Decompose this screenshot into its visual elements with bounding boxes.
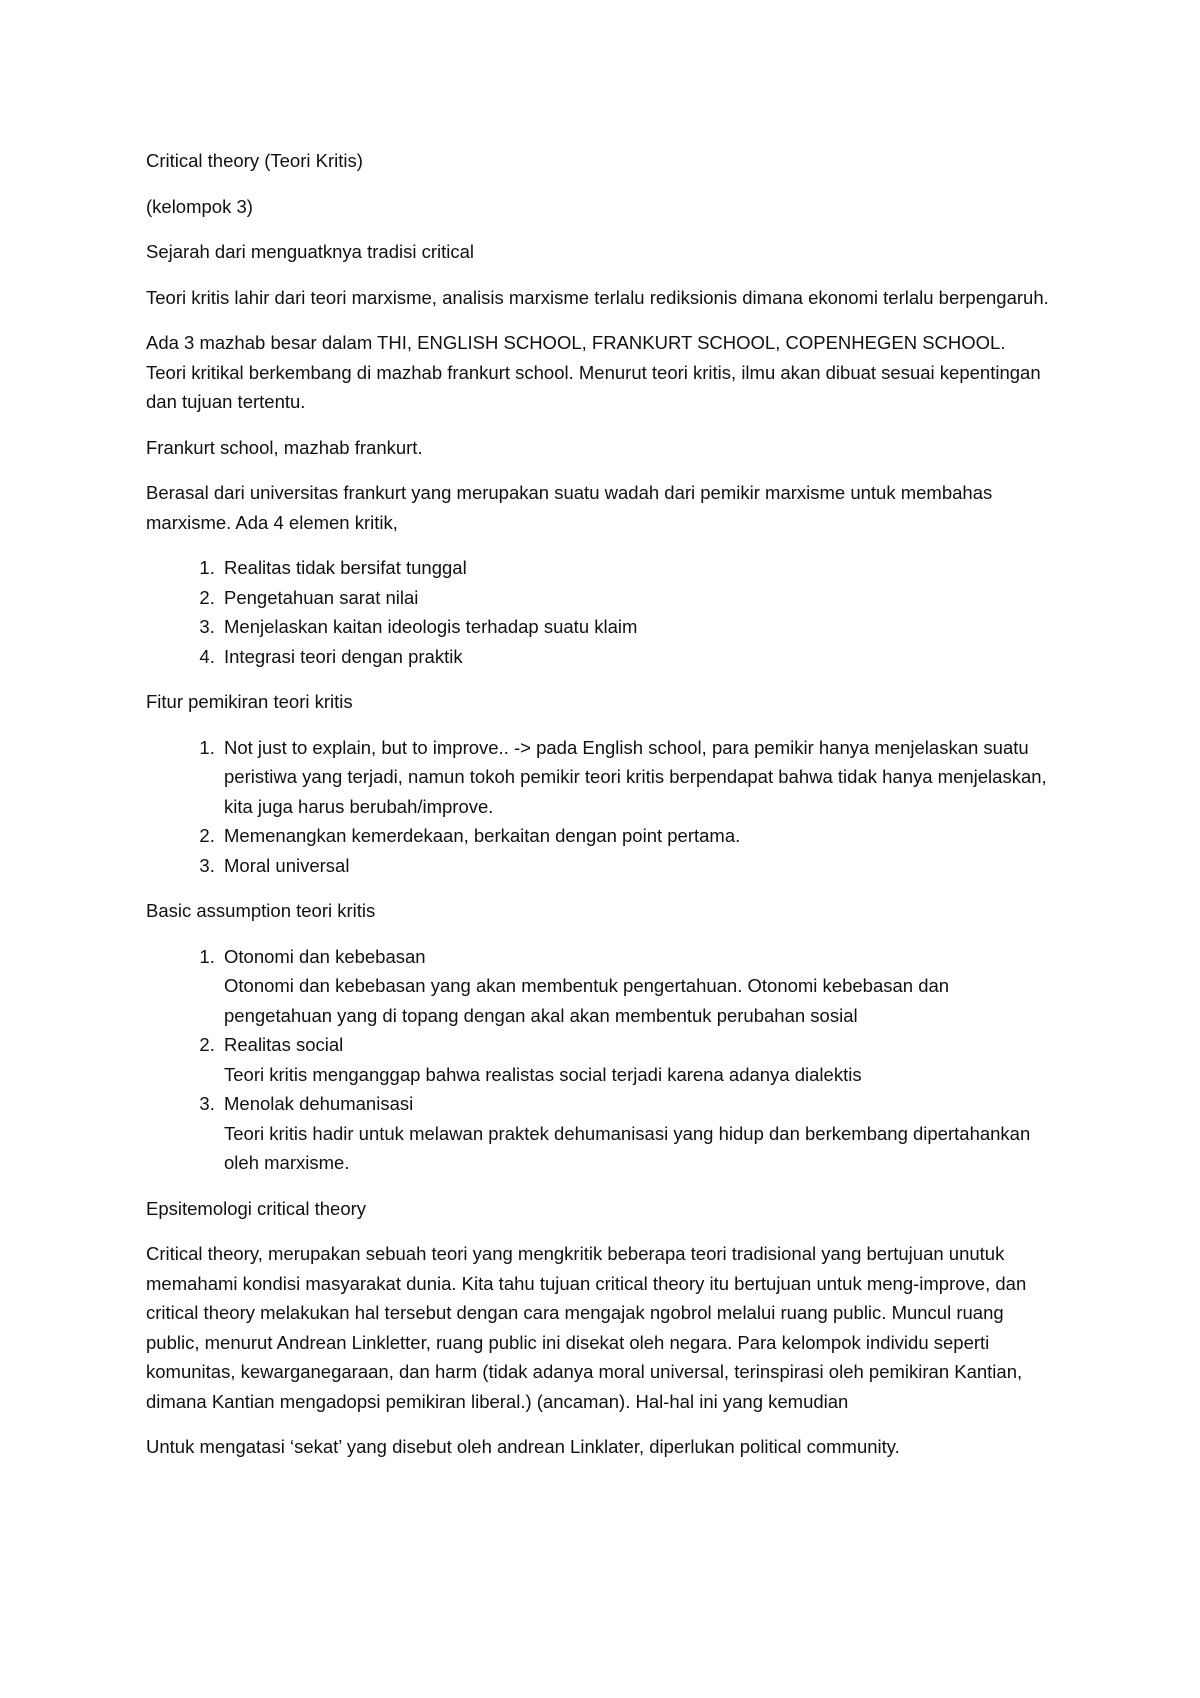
- document-title: Critical theory (Teori Kritis): [146, 150, 363, 171]
- group-label: (kelompok 3): [146, 195, 253, 217]
- features-heading: Fitur pemikiran teori kritis: [146, 691, 353, 712]
- list-item: 1. Realitas tidak bersifat tunggal: [220, 553, 1050, 583]
- assumption-heading: Basic assumption teori kritis: [146, 900, 376, 921]
- list-item: [220, 942, 1050, 1031]
- features-list: [146, 733, 1050, 881]
- assumption-title: 1. Otonomi dan kebebasan: [224, 945, 426, 967]
- list-item: 1. Not just to explain, but to improve.. -> pada English school, para pemikir hanya menjelaskan suatu peristiwa yang terjadi, namun tokoh pemikir teori kritis berpendapat bahwa tidak hanya menjelaskan, kita juga harus berubah/improve.: [220, 733, 1050, 822]
- assumption-description: Teori kritis menganggap bahwa realistas social terjadi karena adanya dialektis: [224, 1063, 862, 1085]
- assumption-title: 2. Realitas social: [224, 1034, 344, 1055]
- assumption-description: Otonomi dan kebebasan yang akan membentuk pengertahuan. Otonomi kebebasan dan pengetahuan yang di topang dengan akal akan membentuk perubahan sosial: [224, 975, 950, 1026]
- list-item: 2. Memenangkan kemerdekaan, berkaitan dengan point pertama.: [220, 821, 1050, 851]
- paragraph-marxism: Teori kritis lahir dari teori marxisme, analisis marxisme terlalu rediksionis dimana ekonomi terlalu berpengaruh.: [146, 286, 1049, 308]
- list-item: 3. Menjelaskan kaitan ideologis terhadap suatu klaim: [220, 612, 1050, 642]
- list-item: [220, 1089, 1050, 1178]
- assumptions-list: [146, 942, 1050, 1178]
- paragraph-closing: Untuk mengatasi ‘sekat’ yang disebut oleh andrean Linklater, diperlukan political community.: [146, 1436, 900, 1457]
- list-item: 4. Integrasi teori dengan praktik: [220, 642, 1050, 672]
- epistemology-heading: Epsitemologi critical theory: [146, 1197, 367, 1219]
- list-item: 3. Moral universal: [220, 851, 1050, 881]
- list-item: [220, 1030, 1050, 1089]
- critical-elements-list: [146, 553, 1050, 671]
- list-item: 2. Pengetahuan sarat nilai: [220, 583, 1050, 613]
- frankurt-heading: Frankurt school, mazhab frankurt.: [146, 436, 423, 458]
- paragraph-schools: Ada 3 mazhab besar dalam THI, ENGLISH SCHOOL, FRANKURT SCHOOL, COPENHEGEN SCHOOL. Teori kritikal berkembang di mazhab frankurt school. Menurut teori kritis, ilmu akan dibuat sesuai kepentingan dan tujuan tertentu.: [146, 332, 1041, 412]
- paragraph-origin: Berasal dari universitas frankurt yang merupakan suatu wadah dari pemikir marxisme untuk membahas marxisme. Ada 4 elemen kritik,: [146, 482, 993, 533]
- paragraph-epistemology: Critical theory, merupakan sebuah teori yang mengkritik beberapa teori tradisional yang bertujuan unutuk memahami kondisi masyarakat dunia. Kita tahu tujuan critical theory itu bertujuan untuk meng-improve, dan critical theory melakukan hal tersebut dengan cara mengajak ngobrol melalui ruang public. Muncul ruang public, menurut Andrean Linkletter, ruang public ini disekat oleh negara. Para kelompok individu seperti komunitas, kewarganegaraan, dan harm (tidak adanya moral universal, terinspirasi oleh pemikiran Kantian, dimana Kantian mengadopsi pemikiran liberal.) (ancaman). Hal-hal ini yang kemudian: [146, 1243, 1027, 1412]
- assumption-title: 3. Menolak dehumanisasi: [224, 1093, 414, 1114]
- history-heading: Sejarah dari menguatknya tradisi critical: [146, 241, 475, 262]
- assumption-description: Teori kritis hadir untuk melawan praktek dehumanisasi yang hidup dan berkembang dipertahankan oleh marxisme.: [224, 1122, 1031, 1173]
